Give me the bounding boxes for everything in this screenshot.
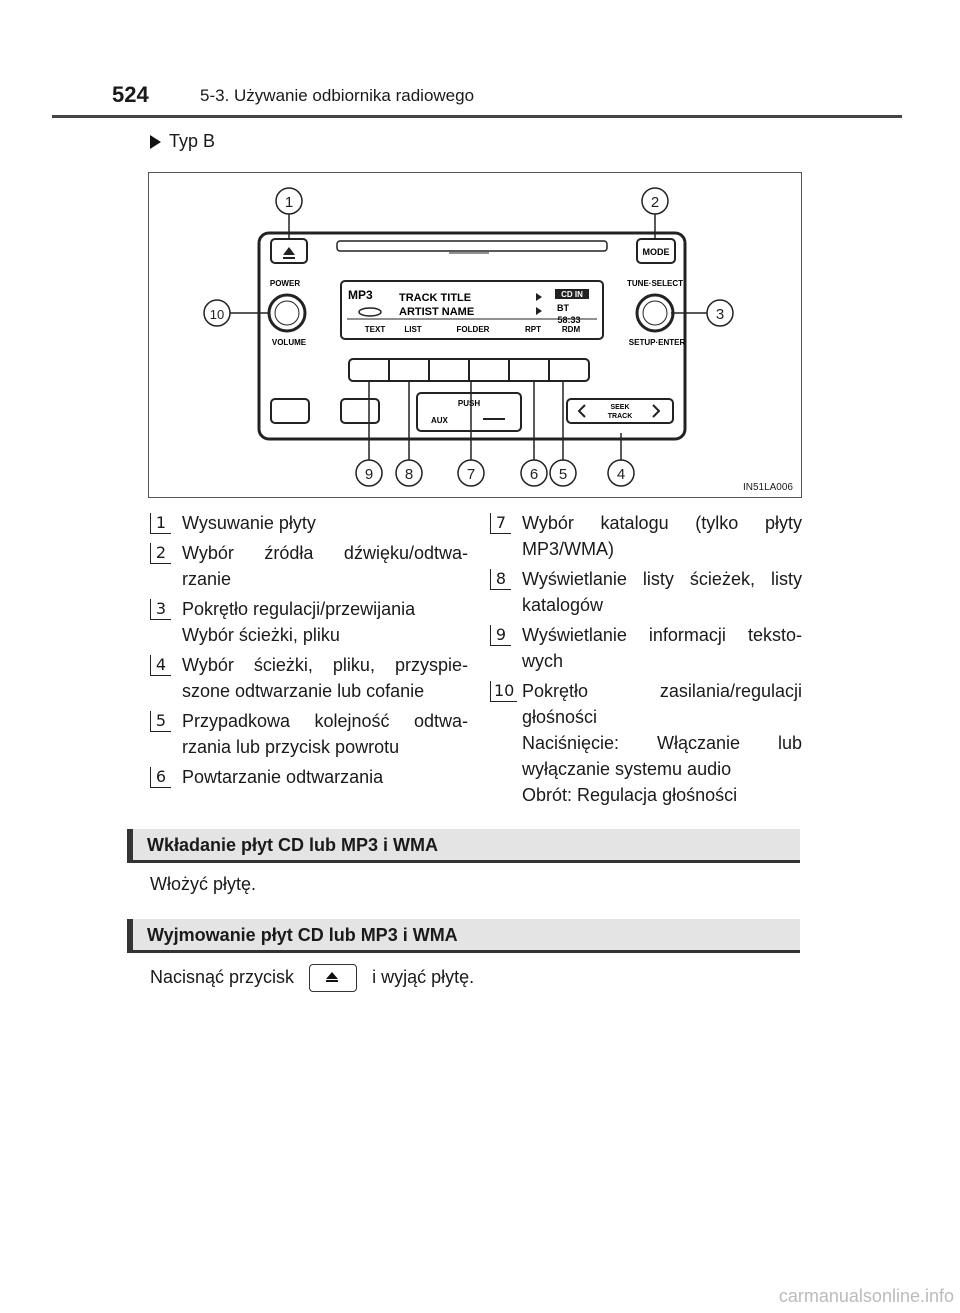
display-logo: MP3 (348, 288, 373, 302)
display-softkeys (365, 325, 581, 334)
preset-buttons (349, 359, 589, 381)
callout-7: 7 (466, 466, 476, 483)
legend-line: katalogów (522, 595, 604, 615)
legend-item-7 (490, 510, 802, 562)
page-number: 524 (112, 82, 149, 107)
variant-heading (150, 131, 215, 152)
power-text: POWER (269, 279, 301, 288)
aux-text: AUX (431, 416, 448, 425)
callout-1: 1 (284, 194, 294, 211)
callout-10: 10 (209, 307, 225, 322)
section-heading-eject (127, 919, 800, 953)
section-heading-text: Wyjmowanie płyt CD lub MP3 i WMA (147, 925, 458, 945)
chevron-right-icon (653, 405, 659, 417)
chevron-left-icon (579, 405, 585, 417)
legend-number: 4 (150, 655, 171, 676)
tune-select-knob (637, 295, 673, 331)
legend-line: Powtarzanie odtwarzania (182, 767, 384, 787)
legend-line: Wyświetlanie listy ścieżek, listy (522, 569, 802, 589)
callout-4: 4 (616, 466, 626, 483)
legend-line: wyłączanie systemu audio (522, 759, 732, 779)
disc-icon (359, 308, 381, 316)
legend-number: 9 (490, 625, 511, 646)
legend-line: Wyświetlanie informacji teksto- (522, 625, 802, 645)
display-artist: ARTIST NAME (399, 306, 475, 318)
legend-item-1 (150, 510, 468, 536)
legend-item-10 (490, 678, 802, 808)
arrow-right-icon (536, 307, 542, 315)
legend-line: Wysuwanie płyty (182, 513, 316, 533)
time-text: 58:33 (557, 315, 581, 325)
legend-number: 7 (490, 513, 511, 534)
callout-8: 8 (404, 466, 414, 483)
legend-line: Naciśnięcie: Włączanie lub (522, 733, 802, 753)
legend-line: Wybór ścieżki, pliku (182, 625, 340, 645)
legend-line: Wybór źródła dźwięku/odtwa- (182, 543, 468, 563)
callout-6: 6 (529, 466, 539, 483)
phone-call-button-drawing (271, 399, 309, 423)
legend-item-2 (150, 540, 468, 592)
legend-line: Wybór katalogu (tylko płyty (522, 513, 802, 533)
page-header (112, 78, 902, 118)
callout-9: 9 (364, 466, 374, 483)
softkey-rpt: RPT (525, 325, 541, 334)
watermark: carmanualsonline.info (778, 1286, 954, 1306)
callout-2: 2 (650, 194, 660, 211)
legend-left (150, 510, 468, 794)
legend-number: 5 (150, 711, 171, 732)
power-volume-knob (269, 295, 305, 331)
legend-number: 10 (490, 681, 517, 702)
mode-text: MODE (642, 247, 670, 257)
legend-line: Przypadkowa kolejność odtwa- (182, 711, 468, 731)
callout-3: 3 (715, 306, 725, 323)
track-text: TRACK (607, 413, 633, 420)
triangle-bullet-icon (150, 135, 161, 149)
section-heading-text: Wkładanie płyt CD lub MP3 i WMA (147, 835, 439, 855)
legend-number: 8 (490, 569, 511, 590)
variant-label: Typ B (169, 131, 216, 151)
seek-text: SEEK (610, 404, 630, 411)
volume-text: VOLUME (271, 338, 307, 347)
cd-in-text: CD IN (561, 290, 583, 299)
section-title: 5-3. Używanie odbiornika radiowego (200, 86, 475, 105)
legend-item-8 (490, 566, 802, 618)
eject-icon (283, 247, 295, 255)
section-heading-insert (127, 829, 800, 863)
bt-text: BT (557, 303, 569, 313)
setup-enter-text: SETUP·ENTER (628, 338, 686, 347)
legend-line: rzania lub przycisk powrotu (182, 737, 400, 757)
legend-item-4 (150, 652, 468, 704)
eject-instruction (150, 964, 474, 992)
legend-line: szone odtwarzanie lub cofanie (182, 681, 425, 701)
legend-item-5 (150, 708, 468, 760)
radio-diagram (148, 172, 802, 498)
header-rule (52, 115, 902, 118)
legend-line: wych (522, 651, 564, 671)
legend-line: rzanie (182, 569, 232, 589)
legend-item-3 (150, 596, 468, 648)
softkey-rdm: RDM (561, 325, 581, 334)
softkey-folder: FOLDER (456, 325, 490, 334)
legend-right (490, 510, 802, 812)
legend-item-6 (150, 764, 468, 790)
legend-line: Obrót: Regulacja głośności (522, 785, 738, 805)
phone-hangup-button-drawing (341, 399, 379, 423)
legend-line: Pokrętło regulacji/przewijania (182, 599, 416, 619)
eject-text-after: i wyjąć płytę. (372, 966, 475, 987)
insert-instruction: Włożyć płytę. (150, 874, 257, 894)
legend-item-9 (490, 622, 802, 674)
legend-number: 2 (150, 543, 171, 564)
cd-slot (337, 241, 607, 251)
display-track: TRACK TITLE (399, 292, 472, 304)
legend-line: MP3/WMA) (522, 539, 614, 559)
figure-code: IN51LA006 (742, 482, 793, 493)
legend-line: Pokrętło zasilania/regulacji (522, 681, 802, 701)
eject-button-icon (309, 964, 357, 992)
legend-number: 3 (150, 599, 171, 620)
legend-number: 6 (150, 767, 171, 788)
legend-number: 1 (150, 513, 171, 534)
softkey-list: LIST (404, 325, 422, 334)
legend-line: Wybór ścieżki, pliku, przyspie- (182, 655, 468, 675)
push-text: PUSH (457, 399, 481, 408)
softkey-text: TEXT (364, 325, 386, 334)
radio-panel-drawing (149, 173, 801, 497)
eject-text-before: Nacisnąć przycisk (150, 966, 295, 987)
legend-line: głośności (522, 707, 598, 727)
callout-5: 5 (558, 466, 568, 483)
tune-select-text: TUNE·SELECT (627, 279, 683, 288)
arrow-right-icon (536, 293, 542, 301)
